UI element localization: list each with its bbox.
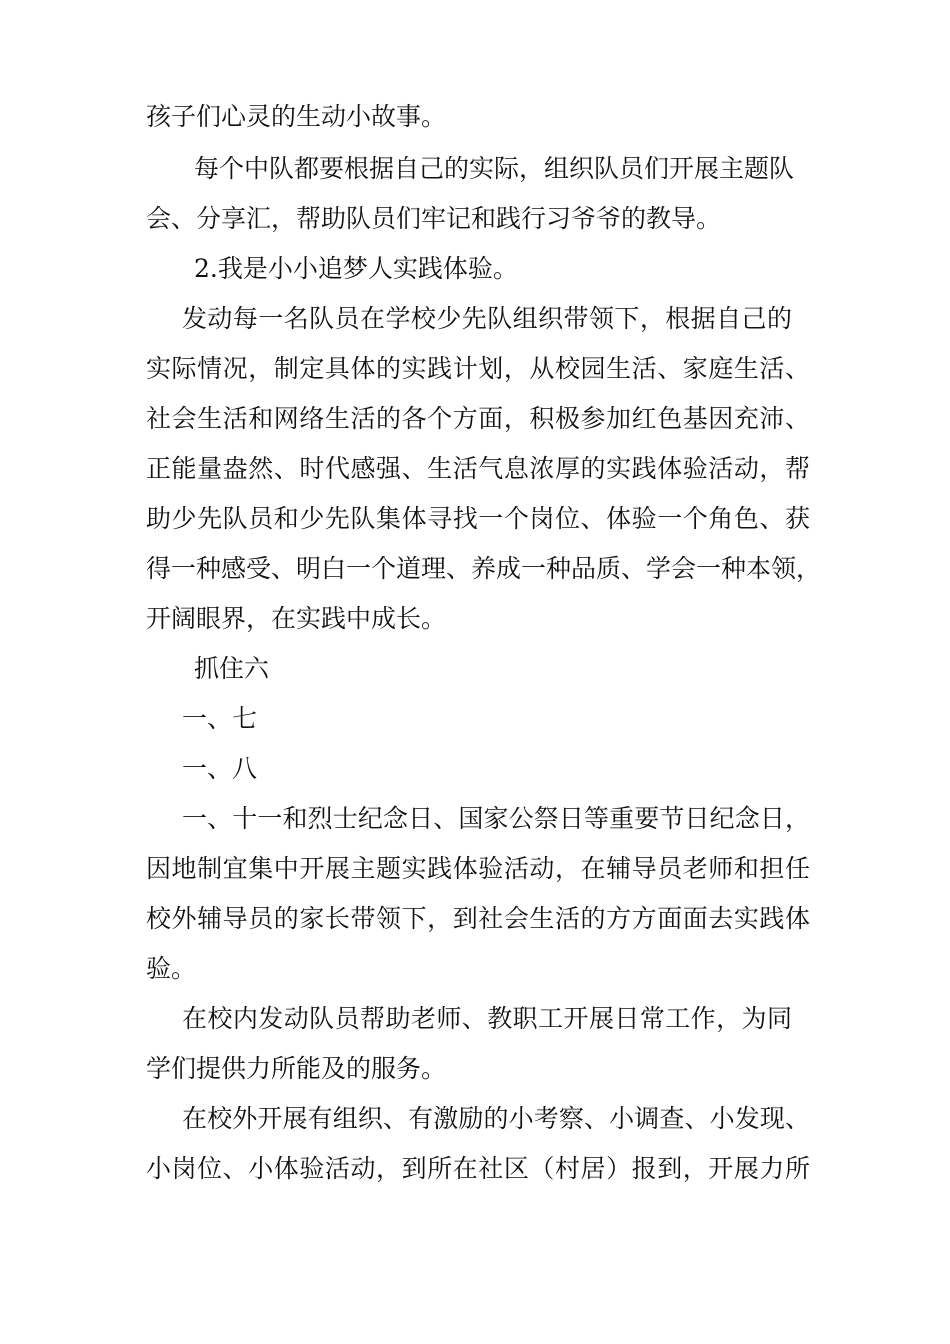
text-line: 得一种感受、明白一个道理、养成一种品质、学会一种本领，	[146, 554, 822, 583]
text-line: 开阔眼界，在实践中成长。	[146, 604, 447, 633]
text-line: 验。	[146, 954, 197, 983]
text-line: 在校外开展有组织、有激励的小考察、小调查、小发现、	[182, 1104, 810, 1133]
text-line: 社会生活和网络生活的各个方面，积极参加红色基因充沛、	[146, 404, 810, 433]
text-line: 学们提供力所能及的服务。	[146, 1054, 447, 1083]
text-line: 孩子们心灵的生动小故事。	[146, 102, 447, 131]
text-line: 一、十一和烈士纪念日、国家公祭日等重要节日纪念日，	[182, 804, 810, 833]
text-line: 在校内发动队员帮助老师、教职工开展日常工作，为同	[182, 1004, 792, 1033]
text-line: 正能量盎然、时代感强、生活气息浓厚的实践体验活动，帮	[146, 454, 810, 483]
text-line: 因地制宜集中开展主题实践体验活动，在辅导员老师和担任	[146, 854, 810, 883]
text-line: 一、七	[182, 704, 258, 733]
text-line: 每个中队都要根据自己的实际，组织队员们开展主题队	[194, 154, 795, 183]
section-heading: 2.我是小小追梦人实践体验。	[194, 254, 518, 283]
text-line: 抓住六	[194, 654, 270, 683]
text-line: 发动每一名队员在学校少先队组织带领下，根据自己的	[182, 304, 792, 333]
text-line: 助少先队员和少先队集体寻找一个岗位、体验一个角色、获	[146, 504, 810, 533]
text-line: 一、八	[182, 754, 258, 783]
text-line: 实际情况，制定具体的实践计划，从校园生活、家庭生活、	[146, 354, 810, 383]
text-line: 会、分享汇，帮助队员们牢记和践行习爷爷的教导。	[146, 204, 722, 233]
text-line: 校外辅导员的家长带领下，到社会生活的方方面面去实践体	[146, 904, 810, 933]
text-line: 小岗位、小体验活动，到所在社区（村居）报到，开展力所	[146, 1154, 810, 1183]
